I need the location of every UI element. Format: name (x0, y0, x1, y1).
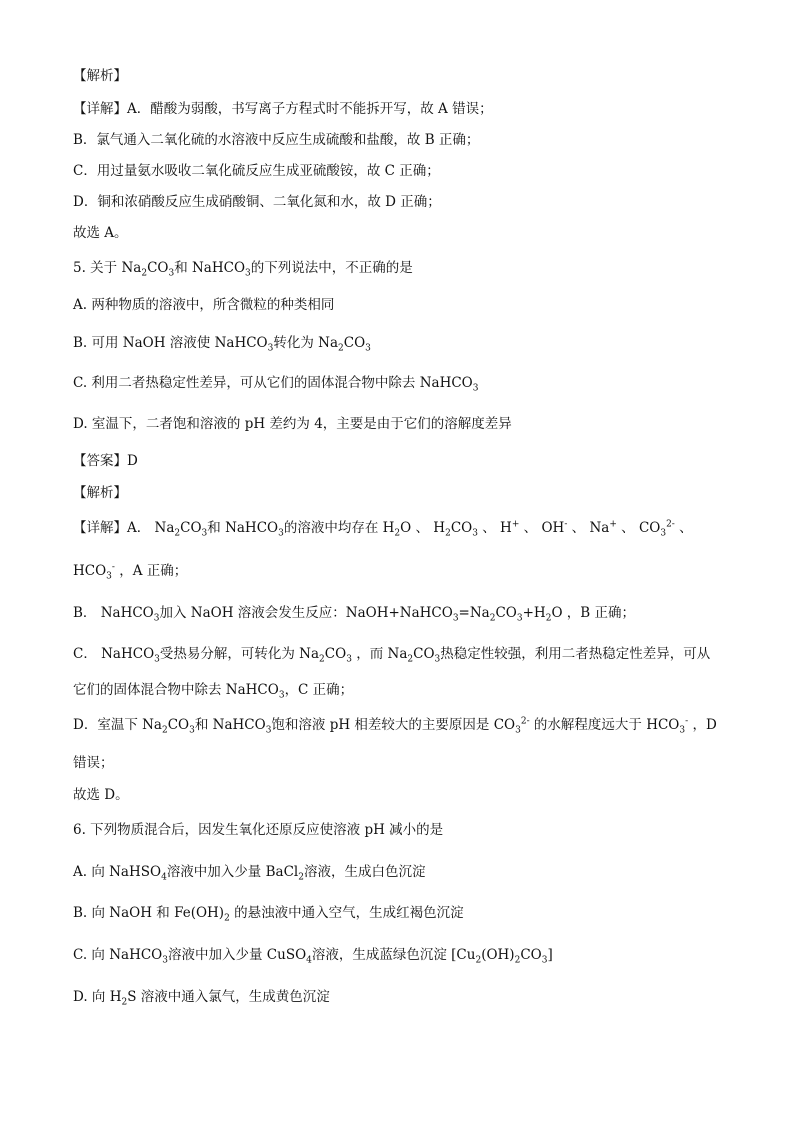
text-run: 【解析】 (73, 485, 127, 501)
explanation-line (73, 161, 754, 181)
subscript: 2 (394, 528, 401, 539)
subscript: 2 (445, 528, 451, 539)
subscript: 2 (298, 872, 304, 883)
text-run: A. 两种物质的溶液中，所含微粒的种类相同 (73, 297, 335, 313)
text-run: 溶液，生成蓝绿色沉淀 [Cu (311, 947, 476, 963)
text-run: CO (147, 260, 169, 276)
question-5-option-b (73, 333, 754, 353)
subscript: 3 (679, 725, 686, 736)
subscript: 2 (545, 613, 552, 624)
subscript: 3 (516, 613, 523, 624)
subscript: 2 (161, 725, 168, 736)
text-run: 溶液，生成白色沉淀 (303, 864, 426, 880)
superscript: - (685, 716, 689, 727)
text-run: 它们的固体混合物中除去 NaHCO (73, 682, 279, 698)
text-run: 热稳定性较强，利用二者热稳定性差异，可从 (440, 646, 711, 662)
text-run: 和 NaHCO (194, 717, 266, 733)
explanation-line (73, 99, 754, 119)
explanation-line (73, 680, 754, 700)
explanation-line (73, 518, 754, 538)
superscript: 2- (666, 519, 675, 530)
text-run: B．氯气通入二氧化硫的水溶液中反应生成硫酸和盐酸，故 B 正确； (73, 132, 480, 148)
subscript: 2 (174, 528, 181, 539)
superscript: - (111, 562, 115, 573)
section-header-jiexi (73, 66, 754, 86)
text-run: C． NaHCO (73, 646, 155, 662)
text-run: CO (450, 520, 473, 536)
subscript: 3 (278, 528, 284, 539)
text-run: +H (522, 605, 546, 621)
explanation-line (73, 753, 754, 773)
question-5-option-a (73, 295, 754, 315)
subscript: 3 (434, 654, 441, 665)
subscript: 2 (489, 613, 496, 624)
subscript: 4 (306, 955, 312, 966)
text-run: 的下列说法中，不正确的是 (250, 260, 413, 276)
text-run: 、 OH (519, 520, 565, 536)
subscript: 2 (141, 268, 148, 279)
subscript: 3 (346, 654, 352, 665)
text-run: ，D (688, 717, 717, 733)
text-run: CO (343, 335, 366, 351)
text-run: O 、 H (400, 520, 446, 536)
subscript: 3 (472, 383, 479, 394)
subscript: 2 (224, 913, 230, 924)
question-6-option-a (73, 862, 754, 882)
text-run: CO (180, 520, 202, 536)
text-run: 转化为 Na (273, 335, 339, 351)
text-run: CO (520, 947, 542, 963)
text-run: D．室温下 Na (73, 717, 162, 733)
subscript: 3 (278, 690, 285, 701)
subscript: 2 (121, 997, 128, 1008)
text-run: 溶液中加入少量 BaCl (166, 864, 299, 880)
subscript: 2 (319, 654, 325, 665)
subscript: 3 (472, 528, 478, 539)
text-run: 错误； (73, 755, 114, 771)
question-5-stem (73, 258, 754, 278)
subscript: 4 (161, 872, 167, 883)
subscript: 2 (407, 654, 414, 665)
text-run: (OH) (481, 947, 515, 963)
question-6-option-b (73, 903, 754, 923)
text-run: S 溶液中通入氯气，生成黄色沉淀 (127, 989, 330, 1005)
text-run: C. 向 NaHCO (73, 947, 163, 963)
question-6-option-c (73, 945, 754, 965)
text-run: 的水解程度远大于 HCO (529, 717, 680, 733)
text-run: 故选 A。 (73, 225, 128, 241)
explanation-line (73, 644, 754, 664)
text-run: CO (167, 717, 190, 733)
text-run: 、 (674, 520, 693, 536)
text-run: D. 室温下，二者饱和溶液的 pH 差约为 4，主要是由于它们的溶解度差异 (73, 416, 512, 432)
text-run: B. 向 NaOH 和 Fe(OH) (73, 905, 225, 921)
subscript: 3 (452, 613, 459, 624)
text-run: D. 向 H (73, 989, 122, 1005)
text-run: CO (324, 646, 347, 662)
text-run: B. 可用 NaOH 溶液使 NaHCO (73, 335, 268, 351)
text-run: 受热易分解，可转化为 Na (159, 646, 320, 662)
text-run: 【答案】D (73, 453, 138, 469)
text-run: 饱和溶液 pH 相差较大的主要原因是 CO (271, 717, 516, 733)
subscript: 3 (660, 528, 667, 539)
conclusion-line (73, 223, 754, 243)
text-run: ] (547, 947, 553, 963)
subscript: 2 (338, 343, 344, 354)
explanation-line (73, 192, 754, 212)
answer-label (73, 451, 754, 471)
text-run: A. 向 NaHSO (73, 864, 162, 880)
superscript: - (564, 519, 568, 530)
section-header-jiexi (73, 483, 754, 503)
text-run: C. 利用二者热稳定性差异，可从它们的固体混合物中除去 NaHCO (73, 375, 473, 391)
text-run: CO (495, 605, 517, 621)
subscript: 3 (265, 725, 272, 736)
text-run: 、 Na (567, 520, 610, 536)
explanation-line (73, 603, 754, 623)
question-5-option-c (73, 373, 754, 393)
text-run: 加入 NaOH 溶液会发生反应：NaOH+NaHCO (159, 605, 453, 621)
explanation-line (73, 130, 754, 150)
superscript: 2- (520, 716, 530, 727)
conclusion-line (73, 785, 754, 805)
text-run: 、 H (477, 520, 512, 536)
subscript: 2 (514, 955, 521, 966)
text-run: ，A 正确； (114, 563, 188, 579)
subscript: 3 (106, 571, 112, 582)
text-run: =Na (458, 605, 490, 621)
subscript: 3 (515, 725, 521, 736)
subscript: 3 (168, 268, 175, 279)
text-run: 5. 关于 Na (73, 260, 142, 276)
subscript: 3 (267, 343, 274, 354)
text-run: C．用过量氨水吸收二氧化硫反应生成亚硫酸铵，故 C 正确； (73, 163, 440, 179)
text-run: 、 CO (616, 520, 661, 536)
text-run: ，而 Na (351, 646, 408, 662)
question-6-option-d (73, 987, 754, 1007)
subscript: 3 (189, 725, 195, 736)
text-run: 【详解】A． Na (73, 520, 175, 536)
text-run: CO (413, 646, 435, 662)
subscript: 3 (153, 613, 160, 624)
subscript: 3 (162, 955, 168, 966)
superscript: + (511, 519, 520, 530)
text-run: 的溶液中均存在 H (283, 520, 395, 536)
text-run: 和 NaHCO (207, 520, 279, 536)
text-run: ，C 正确； (284, 682, 354, 698)
subscript: 3 (245, 268, 251, 279)
subscript: 3 (541, 955, 548, 966)
question-5-option-d (73, 414, 754, 434)
text-run: 溶液中加入少量 CuSO (168, 947, 307, 963)
subscript: 3 (201, 528, 208, 539)
text-run: 的悬浊液中通入空气，生成红褐色沉淀 (229, 905, 464, 921)
explanation-line (73, 561, 754, 581)
subscript: 3 (365, 343, 371, 354)
text-run: HCO (73, 563, 107, 579)
subscript: 3 (154, 654, 160, 665)
question-6-stem (73, 820, 754, 840)
text-run: 故选 D。 (73, 787, 129, 803)
text-run: 和 NaHCO (174, 260, 246, 276)
text-run: 【详解】A．醋酸为弱酸，书写离子方程式时不能拆开写，故 A 错误； (73, 101, 493, 117)
superscript: + (609, 519, 617, 530)
text-run: 6. 下列物质混合后，因发生氧化还原反应使溶液 pH 减小的是 (73, 822, 444, 838)
text-run: O ，B 正确； (551, 605, 636, 621)
text-run: B． NaHCO (73, 605, 154, 621)
explanation-line (73, 715, 754, 735)
text-run: 【解析】 (73, 68, 127, 84)
subscript: 2 (475, 955, 482, 966)
text-run: D．铜和浓硝酸反应生成硝酸铜、二氧化氮和水，故 D 正确； (73, 194, 441, 210)
